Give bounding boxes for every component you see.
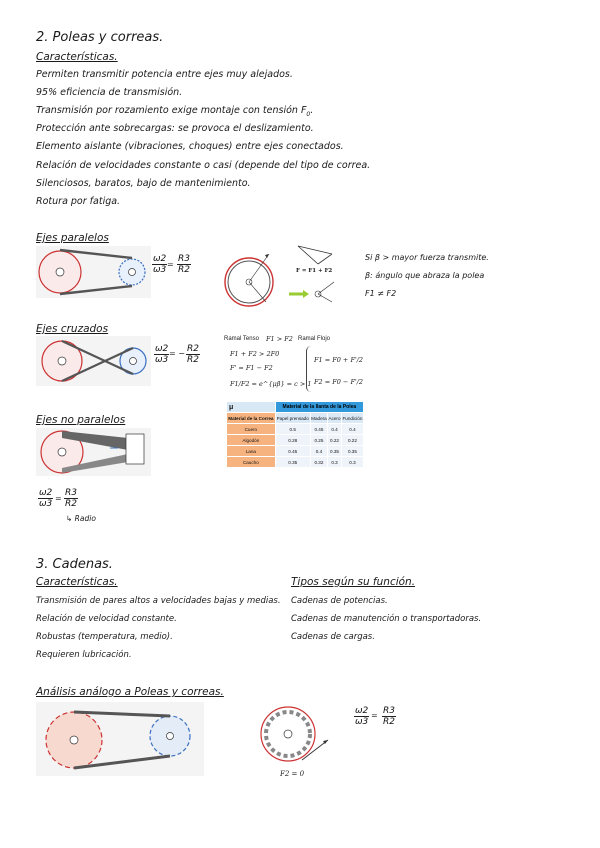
section-2-subtitle: Características. [36, 51, 118, 63]
column-header: Madera [310, 413, 327, 424]
column-header: Papel prensado [275, 413, 310, 424]
ejes-no-paralelos-heading: Ejes no paralelos [36, 414, 126, 426]
ratio-parallel-lhs: ω2 ω3 [153, 254, 167, 275]
radio-note: ↳ Radio [66, 514, 96, 523]
bullet: Requieren lubricación. [36, 650, 132, 660]
section-3-title: 3. Cadenas. [36, 557, 113, 572]
tension-eq: F' = F1 − F2 [230, 364, 273, 372]
tipos-heading: Tipos según su función. [291, 576, 416, 588]
ratio-chain-rhs: R3 R2 [383, 706, 395, 727]
bullet: Transmisión de pares altos a velocidades bajas y medias. [36, 596, 281, 606]
beta-note: Si β > mayor fuerza transmite. [365, 253, 489, 262]
chain-f2-zero: F2 = 0 [280, 770, 305, 778]
bullet: 95% eficiencia de transmisión. [36, 87, 183, 98]
sprocket-small [150, 716, 190, 756]
table-row: Lana 0.45 0.4 0.35 0.35 [227, 446, 364, 457]
tension-eq-right: F2 = F0 − F'/2 [314, 378, 364, 386]
bullet: Relación de velocidad constante. [36, 614, 177, 624]
mu-symbol: μ [227, 402, 276, 413]
equals: = [167, 260, 174, 269]
bullet: Protección ante sobrecargas: se provoca el deslizamiento. [36, 123, 314, 134]
non-parallel-pulleys-diagram [36, 428, 151, 476]
friction-coefficient-table [226, 401, 364, 468]
bullet: Elemento aislante (vibraciones, choques) entre ejes conectados. [36, 141, 344, 152]
bullet: Silenciosos, baratos, bajo de mantenimiento. [36, 178, 251, 189]
crossed-pulleys-diagram [36, 336, 151, 386]
bullet: Rotura por fatiga. [36, 196, 121, 207]
section-3-subtitle: Características. [36, 576, 118, 588]
equals: = [371, 711, 378, 720]
bullet: Robustas (temperatura, medio). [36, 632, 173, 642]
sprocket-large [46, 712, 102, 768]
equals-minus: = − [169, 349, 185, 358]
bullet: Permiten transmitir potencia entre ejes muy alejados. [36, 69, 293, 80]
belt-force-diagram [214, 242, 354, 312]
brace [306, 346, 311, 392]
ejes-cruzados-heading: Ejes cruzados [36, 323, 109, 335]
equals: = [55, 494, 62, 503]
tension-eq-right: F1 = F0 + F'/2 [314, 356, 364, 364]
ramal-tenso-label: Ramal Tenso [224, 336, 259, 342]
table-header: Material de la llanta de la Polea [275, 402, 363, 413]
ratio-nonparallel-rhs: R3 R2 [65, 488, 77, 509]
ratio-parallel-rhs: R3 R2 [178, 254, 190, 275]
f1-gt-f2: F1 > F2 [266, 335, 293, 343]
column-header: Fundición [341, 413, 363, 424]
chain-force-diagram [252, 700, 336, 770]
belt-force-eq: F = F1 + F2 [296, 268, 333, 274]
ejes-paralelos-heading: Ejes paralelos [36, 232, 109, 244]
beta-note: β: ángulo que abraza la polea [365, 271, 485, 280]
analisis-heading: Análisis análogo a Poleas y correas. [36, 686, 224, 698]
ratio-chain-lhs: ω2 ω3 [355, 706, 369, 727]
table-row: Algodón 0.28 0.25 0.22 0.22 [227, 435, 364, 446]
material-header: Material de la Correa [227, 413, 276, 424]
parallel-pulleys-diagram [36, 246, 151, 298]
tipo-item: Cadenas de potencias. [291, 596, 388, 606]
section-2-title: 2. Poleas y correas. [36, 30, 164, 45]
ratio-crossed-rhs: R2 R2 [187, 344, 199, 365]
ratio-crossed-lhs: ω2 ω3 [155, 344, 169, 365]
tension-eq: F1 + F2 > 2F0 [230, 350, 280, 358]
column-header: Acero [328, 413, 342, 424]
table-row: Cuero 0.5 0.45 0.4 0.4 [227, 424, 364, 435]
table-row: Caucho 0.35 0.32 0.3 0.3 [227, 457, 364, 468]
tipo-item: Cadenas de manutención o transportadoras. [291, 614, 482, 624]
ratio-nonparallel-lhs: ω2 ω3 [39, 488, 53, 509]
ramal-flojo-label: Ramal Flojo [298, 336, 331, 342]
tipo-item: Cadenas de cargas. [291, 632, 375, 642]
bullet: Transmisión por rozamiento exige montaje con tensión $F_0$. [36, 105, 314, 118]
bullet: Relación de velocidades constante o casi (depende del tipo de correa. [36, 160, 371, 171]
tension-eq: F1/F2 = e^{μβ} = c > 1 [230, 380, 312, 388]
beta-note: F1 ≠ F2 [365, 289, 397, 298]
chain-sprockets-diagram [36, 702, 204, 776]
